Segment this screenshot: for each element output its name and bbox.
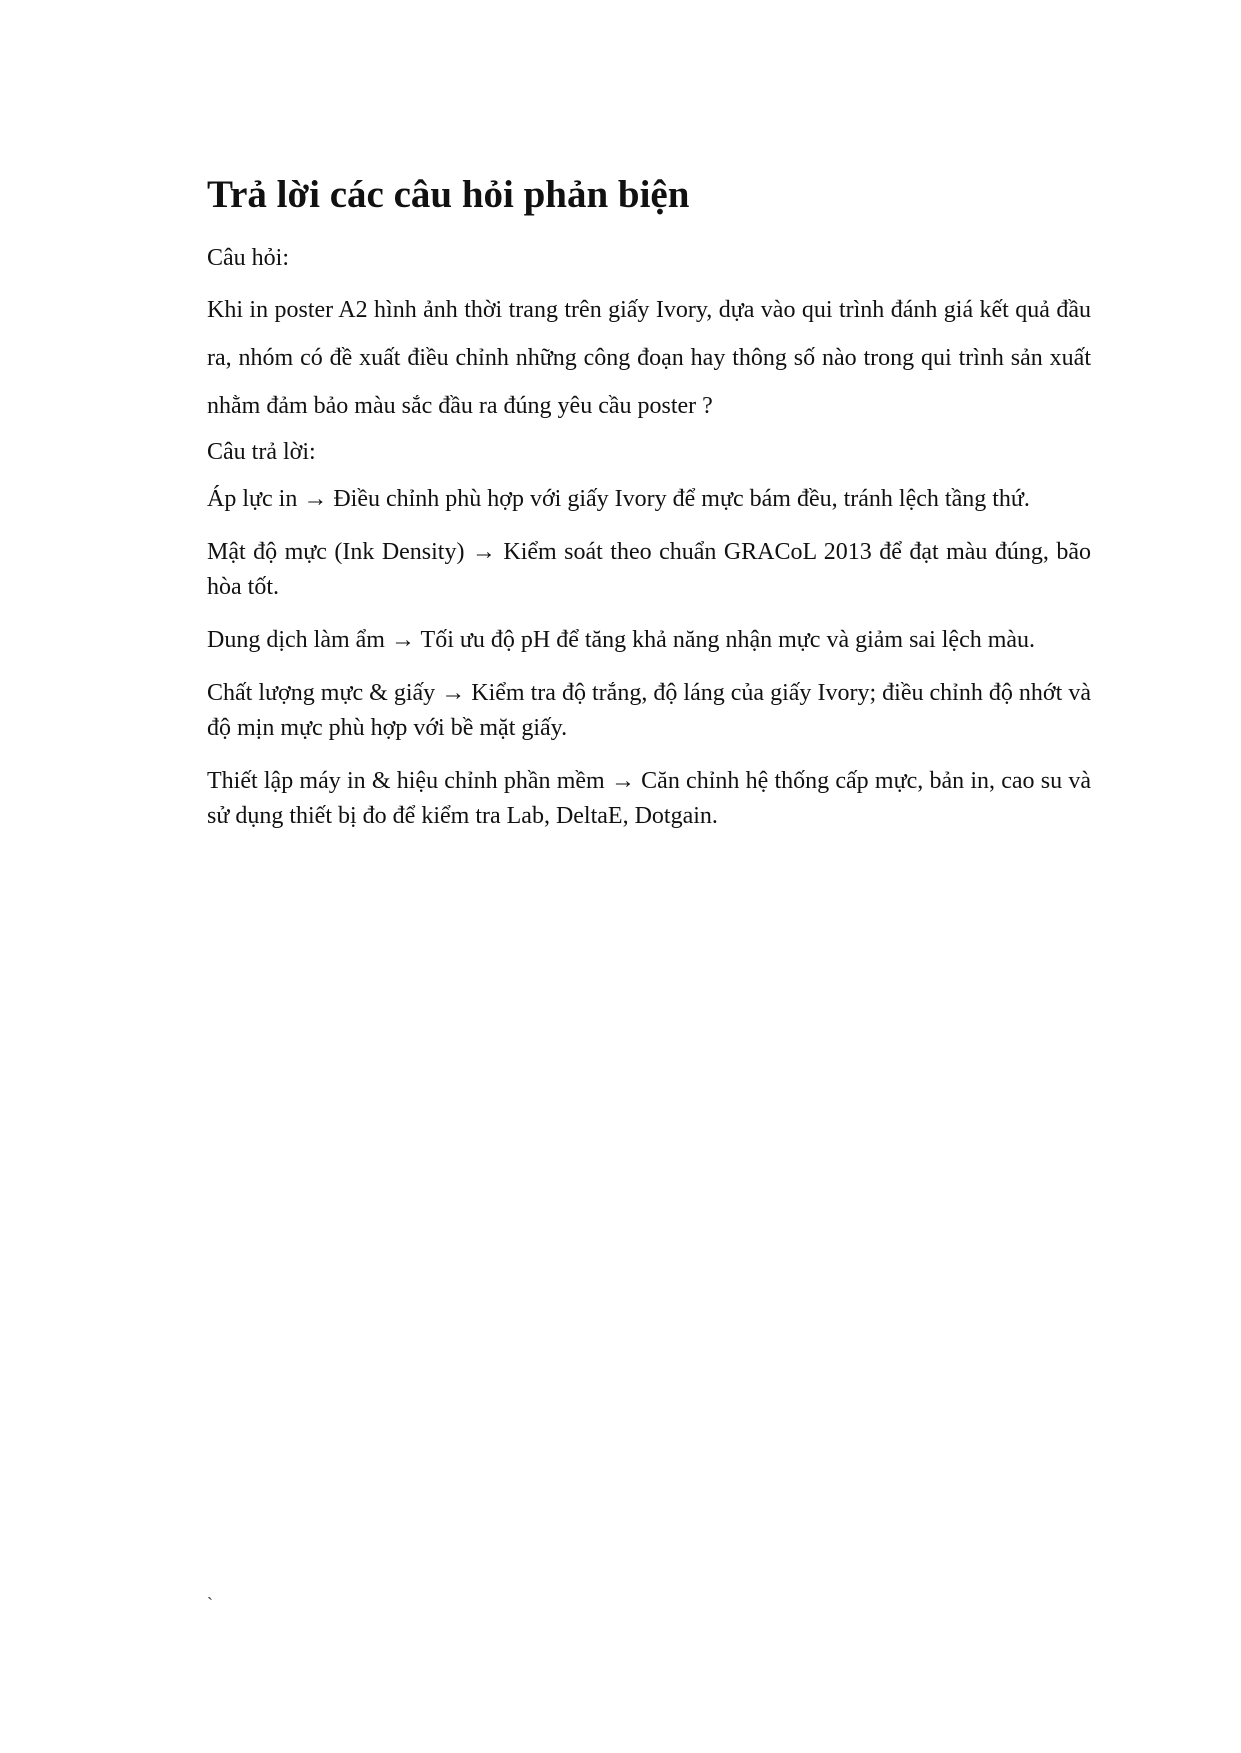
answer-item-ink-paper-quality: Chất lượng mực & giấy → Kiểm tra độ trắng, độ láng của giấy Ivory; điều chỉnh độ nhớt và độ mịn mực phù hợp với bề mặt giấy. [207,680,1091,741]
document-body [207,170,1091,852]
answer-label: Câu trả lời: [207,439,316,465]
footer-mark: ` [207,1594,213,1614]
answer-list [207,482,1091,834]
question-text: Khi in poster A2 hình ảnh thời trang trên giấy Ivory, dựa vào qui trình đánh giá kết quả đầu ra, nhóm có đề xuất điều chỉnh những công đoạn hay thông số nào trong qui trình sản xuất nhằm đảm bảo màu sắc đầu ra đúng yêu cầu poster ? [207,297,1091,419]
answer-item-press-setup: Thiết lập máy in & hiệu chỉnh phần mềm → Căn chỉnh hệ thống cấp mực, bản in, cao su và sử dụng thiết bị đo để kiểm tra Lab, DeltaE, Dotgain. [207,768,1091,829]
answer-item-ink-density: Mật độ mực (Ink Density) → Kiểm soát theo chuẩn GRACoL 2013 để đạt màu đúng, bão hòa tốt. [207,539,1091,600]
question-label: Câu hỏi: [207,245,289,271]
answer-item-printing-pressure: Áp lực in → Điều chỉnh phù hợp với giấy Ivory để mực bám đều, tránh lệch tầng thứ. [207,486,1030,512]
page-title: Trả lời các câu hỏi phản biện [207,173,690,216]
answer-item-dampening-solution: Dung dịch làm ẩm → Tối ưu độ pH để tăng khả năng nhận mực và giảm sai lệch màu. [207,627,1036,653]
